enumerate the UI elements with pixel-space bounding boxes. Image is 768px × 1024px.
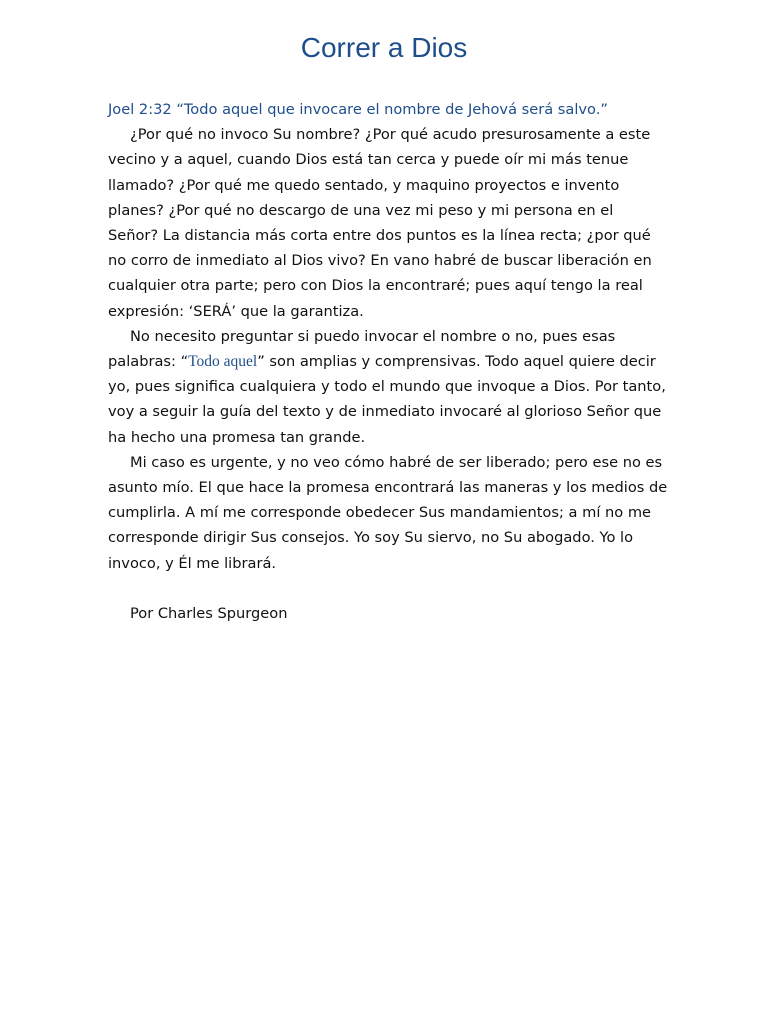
paragraph-2-text-start: No necesito preguntar si puedo invocar el nombre o no, pues esas palabras: “	[108, 327, 616, 371]
page-title: Correr a Dios	[300, 32, 468, 63]
paragraph-2-text-end: ” son amplias y comprensivas. Todo aquel quiere decir yo, pues significa cualquiera y todo el mundo que invoque a Dios. Por tanto, voy a seguir la guía del texto y de inmediato invocaré al glorioso Señor que ha hecho una promesa tan grande.	[108, 353, 666, 446]
paragraph-2	[108, 324, 668, 450]
paragraph-1: ¿Por qué no invoco Su nombre? ¿Por qué acudo presurosamente a este vecino y a aquel, cuando Dios está tan cerca y puede oír mi más tenue llamado? ¿Por qué me quedo sentado, y maquino proyectos e invento planes? ¿Por qué no descargo de una vez mi peso y mi persona en el Señor? La distancia más corta entre dos puntos es la línea recta; ¿por qué no corro de inmediato al Dios vivo? En vano habré de buscar liberación en cualquier otra parte; pero con Dios la encontraré; pues aquí tengo la real expresión: ‘SERÁ’ que la garantiza.	[108, 126, 652, 320]
author-credit: Por Charles Spurgeon	[130, 604, 288, 622]
scripture-reference: Joel 2:32 “Todo aquel que invocare el nombre de Jehová será salvo.”	[108, 101, 608, 118]
document-body	[108, 97, 668, 626]
paragraph-3: Mi caso es urgente, y no veo cómo habré de ser liberado; pero ese no es asunto mío. El que hace la promesa encontrará las maneras y los medios de cumplirla. A mí me corresponde obedecer Sus mandamientos; a mí no me corresponde dirigir Sus consejos. Yo soy Su siervo, no Su abogado. Yo lo invoco, y Él me librará.	[108, 453, 668, 572]
quoted-phrase: Todo aquel	[188, 353, 258, 371]
